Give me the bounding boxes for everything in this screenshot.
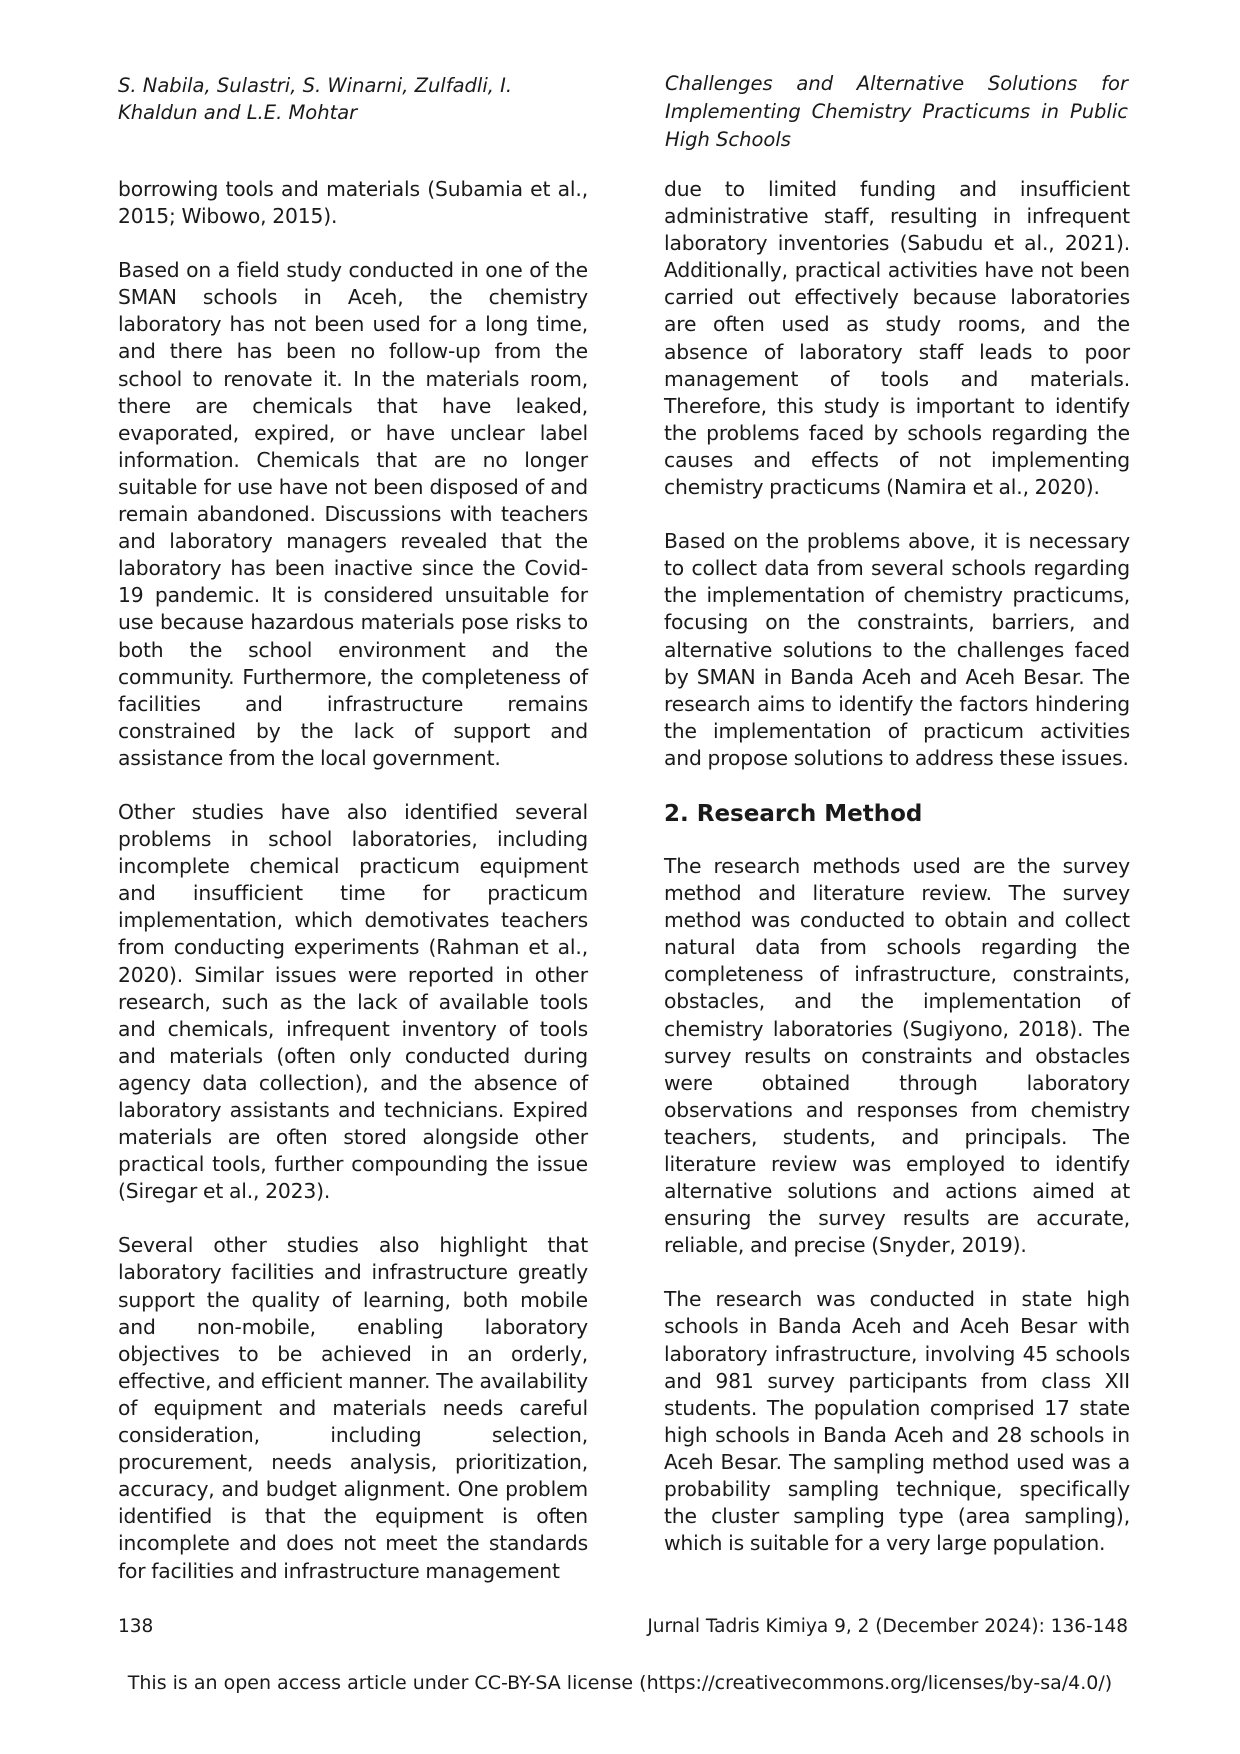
section-heading: 2. Research Method [664,800,923,827]
page-number: 138 [118,1616,154,1637]
right-column [664,176,1130,1584]
running-header-authors: S. Nabila, Sulastri, S. Winarni, Zulfadli, I. Khaldun and L.E. Mohtar [118,74,513,124]
body-paragraph: The research was conducted in state high schools in Banda Aceh and Aceh Besar with laboratory infrastructure, involving 45 schools and 981 survey participants from class XII students. The population comprised 17 state high schools in Banda Aceh and 28 schools in Aceh Besar. The sampling method used was a probability sampling technique, specifically the cluster sampling type (area sampling), which is suitable for a very large population. [664,1287,1130,1556]
body-paragraph: Other studies have also identified several problems in school laboratories, including incomplete chemical practicum equipment and insufficient time for practicum implementation, which demotivates teachers from conducting experiments (Rahman et al., 2020). Similar issues were reported in other research, such as the lack of available tools and chemicals, infrequent inventory of tools and materials (often only conducted during agency data collection), and the absence of laboratory assistants and technicians. Expired materials are often stored alongside other practical tools, further compounding the issue (Siregar et al., 2023). [118,799,588,1204]
body-paragraph: The research methods used are the survey method and literature review. The survey method was conducted to obtain and collect natural data from schools regarding the completeness of infrastructure, constraints, obstacles, and the implementation of chemistry laboratories (Sugiyono, 2018). The survey results on constraints and obstacles were obtained through laboratory observations and responses from chemistry teachers, students, and principals. The literature review was employed to identify alternative solutions and actions aimed at ensuring the survey results are accurate, reliable, and precise (Snyder, 2019). [664,853,1130,1258]
body-paragraph: due to limited funding and insufficient administrative staff, resulting in infrequent laboratory inventories (Sabudu et al., 2021). Additionally, practical activities have not been carried out effectively because laboratories are often used as study rooms, and the absence of laboratory staff leads to poor management of tools and materials. Therefore, this study is important to identify the problems faced by schools regarding the causes and effects of not implementing chemistry practicums (Namira et al., 2020). [664,177,1130,500]
body-paragraph: Based on a field study conducted in one of the SMAN schools in Aceh, the chemistry laboratory has not been used for a long time, and there has been no follow-up from the school to renovate it. In the materials room, there are chemicals that have leaked, evaporated, expired, or have unclear label information. Chemicals that are no longer suitable for use have not been disposed of and remain abandoned. Discussions with teachers and laboratory managers revealed that the laboratory has been inactive since the Covid-19 pandemic. It is considered unsuitable for use because hazardous materials pose risks to both the school environment and the community. Furthermore, the completeness of facilities and infrastructure remains constrained by the lack of support and assistance from the local government. [118,258,588,770]
left-column [118,176,588,1612]
journal-citation: Jurnal Tadris Kimiya 9, 2 (December 2024): 136-148 [647,1616,1128,1637]
license-notice: This is an open access article under CC-BY-SA license (https://creativecommons.org/licenses/by-sa/4.0/) [127,1672,1113,1694]
body-paragraph: borrowing tools and materials (Subamia et al., 2015; Wibowo, 2015). [118,177,588,229]
body-paragraph: Several other studies also highlight that laboratory facilities and infrastructure greatly support the quality of learning, both mobile and non-mobile, enabling laboratory objectives to be achieved in an orderly, effective, and efficient manner. The availability of equipment and materials needs careful consideration, including selection, procurement, needs analysis, prioritization, accuracy, and budget alignment. One problem identified is that the equipment is often incomplete and does not meet the standards for facilities and infrastructure management [118,1233,588,1583]
body-paragraph: Based on the problems above, it is necessary to collect data from several schools regarding the implementation of chemistry practicums, focusing on the constraints, barriers, and alternative solutions to the challenges faced by SMAN in Banda Aceh and Aceh Besar. The research aims to identify the factors hindering the implementation of practicum activities and propose solutions to address these issues. [664,529,1130,770]
running-header-title: Challenges and Alternative Solutions for Implementing Chemistry Practicums in Public High Schools [665,72,1128,151]
